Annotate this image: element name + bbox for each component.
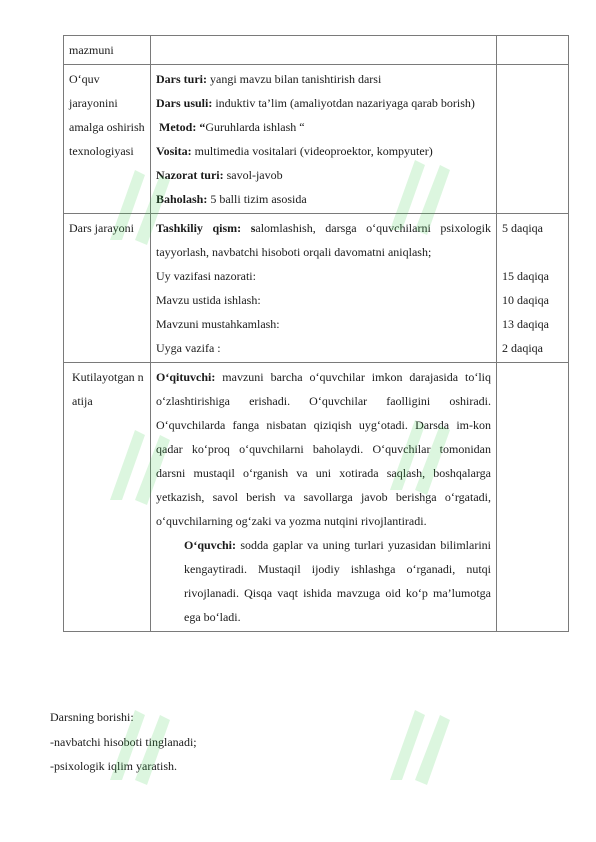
cell-content bbox=[151, 363, 497, 632]
time-value: 10 daqiqa bbox=[502, 293, 549, 307]
cell-time bbox=[497, 65, 569, 214]
cell-label: mazmuni bbox=[64, 36, 151, 65]
teacher-paragraph: O‘qituvchi: mavzuni barcha o‘quvchilar imkon darajasida to‘liq o‘zlashtirishiga erishadi. O‘quvchilar faolligini oshiradi. O‘quvchilarda fanga nisbatan qiziqish uyg‘otadi. Darsda im-kon qadar ko‘proq o‘quvchilarni baholaydi. O‘quvchilar tomonidan darsni mustaqil o‘rganish va uni xotirada saqlash, boshqalarga yetkazish, savol berish va savollarga javob berishga o‘rgatadi, o‘quvchilarning og‘zaki va yozma nutqini rivojlantiradi. bbox=[156, 370, 491, 528]
lesson-progress bbox=[50, 705, 197, 779]
cell-label: Dars jarayoni bbox=[64, 214, 151, 363]
table-row bbox=[64, 36, 569, 65]
text-line: Mavzuni mustahkamlash: bbox=[156, 317, 280, 331]
table-row bbox=[64, 214, 569, 363]
section-heading: Darsning borishi: bbox=[50, 710, 134, 724]
cell-label: Kutilayotgan natija bbox=[64, 363, 151, 632]
cell-label: O‘quv jarayonini amalga oshirish texnologiyasi bbox=[64, 65, 151, 214]
time-value bbox=[502, 240, 563, 264]
time-value: 13 daqiqa bbox=[502, 317, 549, 331]
cell-time bbox=[497, 214, 569, 363]
student-paragraph: O‘quvchi: sodda gaplar va uning turlari yuzasidan bilimlarini kengaytiradi. Mustaqil ijodiy ishlashga o‘rganadi, nutqi rivojlanadi. Qisqa vaqt ishida mavzuga oid ko‘p ma’lumotga ega bo‘ladi. bbox=[184, 538, 491, 624]
cell-time bbox=[497, 36, 569, 65]
lesson-plan-table bbox=[63, 35, 569, 632]
table-row bbox=[64, 65, 569, 214]
watermark-logo bbox=[360, 690, 470, 800]
text-line: -navbatchi hisoboti tinglanadi; bbox=[50, 734, 197, 749]
text-line: Uyga vazifa : bbox=[156, 341, 221, 355]
time-value: 5 daqiqa bbox=[502, 221, 543, 235]
text-line: Metod: “Guruhlarda ishlash “ bbox=[159, 120, 305, 134]
cell-content bbox=[151, 214, 497, 363]
text-paragraph: Tashkiliy qism: salomlashish, darsga o‘quvchilarni psixologik tayyorlash, navbatchi hisoboti orqali davomatni aniqlash; bbox=[156, 221, 492, 259]
text-line: -psixologik iqlim yaratish. bbox=[50, 759, 177, 773]
table-row bbox=[64, 363, 569, 632]
text-line: Baholash: 5 balli tizim asosida bbox=[156, 192, 307, 206]
text-line: Mavzu ustida ishlash: bbox=[156, 293, 261, 307]
cell-content bbox=[151, 36, 497, 65]
text-line: Dars turi: yangi mavzu bilan tanishtirish darsi bbox=[156, 72, 382, 86]
cell-content bbox=[151, 65, 497, 214]
time-value: 2 daqiqa bbox=[502, 341, 543, 355]
text-line: Vosita: multimedia vositalari (videoproektor, kompyuter) bbox=[156, 144, 433, 158]
cell-time bbox=[497, 363, 569, 632]
text-line: Dars usuli: induktiv ta’lim (amaliyotdan nazariyaga qarab borish) bbox=[156, 96, 475, 110]
time-value: 15 daqiqa bbox=[502, 269, 549, 283]
text-line: Uy vazifasi nazorati: bbox=[156, 269, 256, 283]
text-line: Nazorat turi: savol-javob bbox=[156, 168, 283, 182]
